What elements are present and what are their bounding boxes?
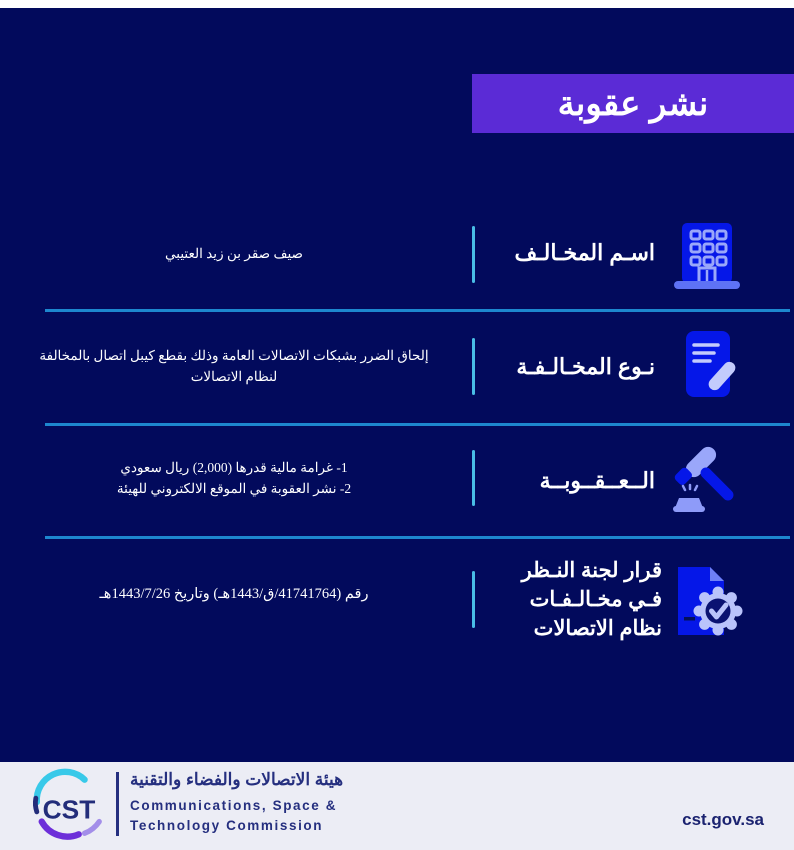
page-title: نشر عقوبة <box>557 84 709 123</box>
gavel-icon <box>666 444 744 516</box>
org-name-english-line1: Communications, Space & <box>130 798 338 813</box>
document-pen-icon <box>668 330 746 402</box>
label-accent-line-3 <box>472 450 475 506</box>
penalty-label: الــعــقــوبــة <box>539 468 655 493</box>
footer <box>0 762 794 850</box>
violation-type-value: إلحاق الضرر بشبكات الاتصالات العامة وذلك بقطع كيبل اتصال بالمخالفة لنظام الاتصالات <box>39 348 429 384</box>
stamped-document-icon <box>666 565 746 641</box>
org-name-english-line2: Technology Commission <box>130 818 324 833</box>
website-link[interactable]: cst.gov.sa <box>682 810 764 829</box>
cst-logo-text: CST <box>42 794 96 825</box>
label-accent-line-4 <box>472 571 475 628</box>
top-white-strip <box>0 0 794 8</box>
label-accent-line-1 <box>472 226 475 283</box>
org-name-arabic: هيئة الاتصالات والفضاء والتقنية <box>130 770 344 789</box>
footer-divider <box>116 772 119 836</box>
penalty-value: 1- غرامة مالية قدرها (2,000) ريال سعودي 2- نشر العقوبة في الموقع الالكتروني للهيئة <box>116 460 352 496</box>
row-divider-3 <box>45 536 790 539</box>
row-divider-2 <box>45 423 790 426</box>
building-icon <box>668 220 746 292</box>
violation-type-label: نـوع المخـالـفـة <box>516 354 655 379</box>
decision-reference-value: رقم (41741764/ق/1443هـ) وتاريخ 1443/7/26هـ <box>99 586 369 602</box>
violator-name-value: صيف صقر بن زيد العتيبي <box>165 246 303 261</box>
decision-reference-label: قرار لجنة النـظر فـي مخـالـفـات نظام الاتصالات <box>521 559 662 640</box>
violator-name-label: اسـم المخـالـف <box>514 240 655 265</box>
cst-logo <box>30 766 108 846</box>
row-divider-1 <box>45 309 790 312</box>
top-banner <box>472 74 794 133</box>
label-accent-line-2 <box>472 338 475 395</box>
